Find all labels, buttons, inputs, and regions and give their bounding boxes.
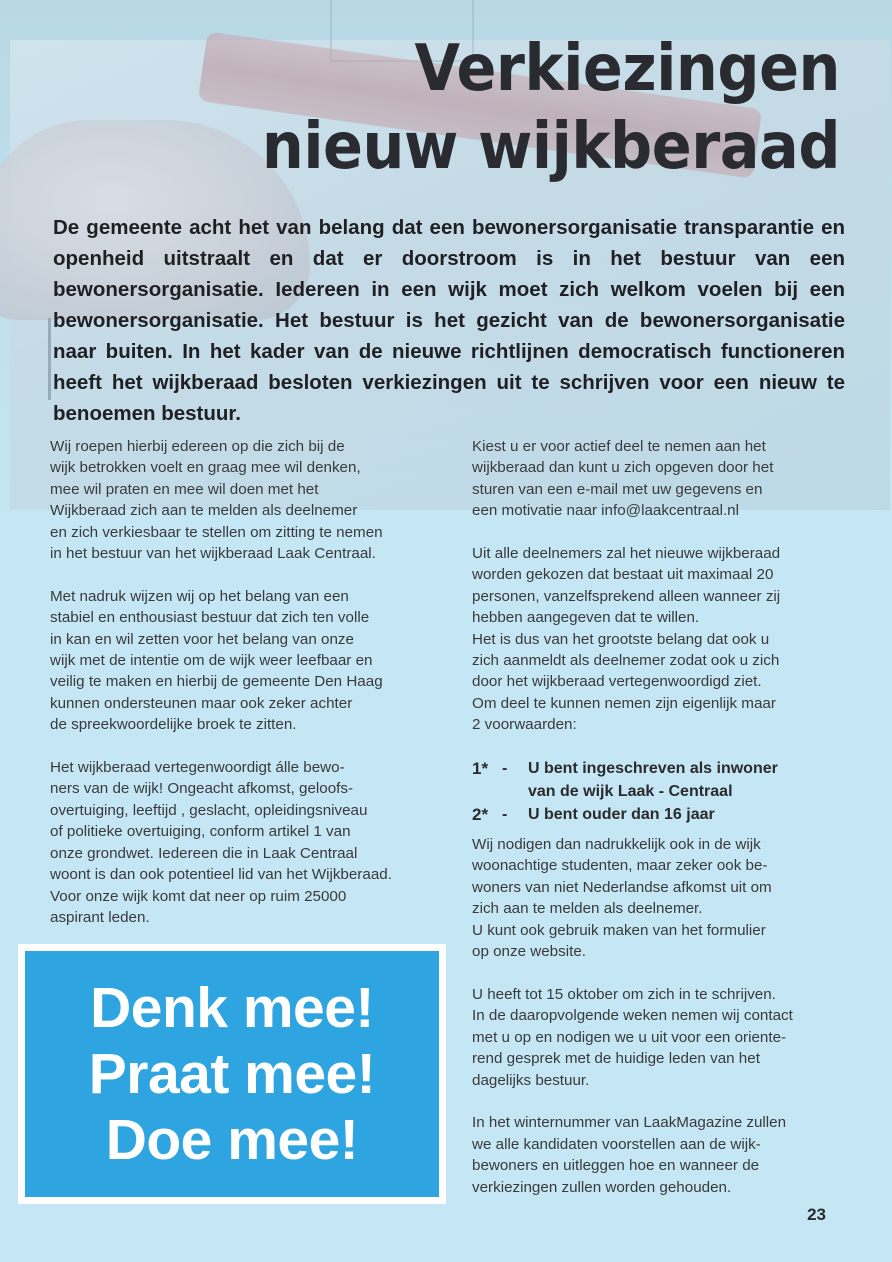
requirement-text: U bent ouder dan 16 jaar	[528, 806, 715, 824]
slogan-line-3: Doe mee!	[105, 1108, 359, 1172]
right-paragraph-2: Uit alle deelnemers zal het nieuwe wijkberaad worden gekozen dat bestaat uit maximaal 20 personen, vanzelfsprekend alleen wanneer zij hebben aangegeven dat te willen. Het is dus van het grootste belang dat ook u zich aanmeldt als deelnemer zodat ook u zich door het wijkberaad vertegenwoordigd ziet. Om deel te kunnen nemen zijn eigenlijk maar 2 voorwaarden:	[472, 545, 781, 734]
slogan-box	[18, 944, 446, 1204]
left-paragraph-1: Wij roepen hierbij edereen op die zich bij de wijk betrokken voelt en graag mee wil denken, mee wil praten en mee wil doen met het Wijkberaad zich aan te melden als deelnemer en zich verkiesbaar te stellen om zitting te nemen in het bestuur van het wijkberaad Laak Centraal.	[50, 438, 383, 563]
slogan-line-1: Denk mee!	[90, 976, 374, 1040]
ballot-mark	[48, 318, 51, 400]
right-paragraph-3: Wij nodigen dan nadrukkelijk ook in de wijk woonachtige studenten, maar zeker ook be- woners van niet Nederlandse afkomst uit om zich aan te melden als deelnemer. U kunt ook gebruik maken van het formulier op onze website.	[472, 836, 772, 961]
requirement-text: U bent ingeschreven als inwoner van de wijk Laak - Centraal	[528, 760, 778, 801]
left-paragraph-3: Het wijkberaad vertegenwoordigt álle bewo- ners van de wijk! Ongeacht afkomst, geloofs- overtuiging, leeftijd , geslacht, opleidingsniveau of politieke overtuiging, conform artikel 1 van onze grondwet. Iedereen die in Laak Centraal woont is dan ook potentieel lid van het Wijkberaad. Voor onze wijk komt dat neer op ruim 25000 aspirant leden.	[50, 759, 392, 926]
right-paragraph-5: In het winternummer van LaakMagazine zullen we alle kandidaten voorstellen aan de wijk- bewoners en uitleggen hoe en wanneer de verkiezingen zullen worden gehouden.	[472, 1114, 787, 1196]
requirement-dash: -	[502, 806, 508, 824]
slogan-line-2: Praat mee!	[88, 1042, 376, 1106]
requirement-dash: -	[502, 760, 508, 778]
requirement-number: 2*	[472, 805, 489, 825]
requirement-item	[472, 757, 857, 803]
requirement-number: 1*	[472, 759, 489, 779]
title-line-1: Verkiezingen	[414, 32, 840, 106]
requirements-list	[472, 757, 857, 826]
left-column	[50, 436, 440, 950]
right-paragraph-1: Kiest u er voor actief deel te nemen aan het wijkberaad dan kunt u zich opgeven door het sturen van een e-mail met uw gegevens en een motivatie naar info@laakcentraal.nl	[472, 438, 774, 520]
intro-paragraph: De gemeente acht het van belang dat een bewonersorganisatie transparantie en openheid uitstraalt en dat er doorstroom is in het bestuur van een bewonersorganisatie. Iedereen in een wijk moet zich welkom voelen bij een bewonersorganisatie. Het bestuur is het gezicht van de bewonersorganisatie naar buiten. In het kader van de nieuwe richtlijnen democratisch functioneren heeft het wijkberaad besloten verkiezingen uit te schrijven voor een nieuw te benoemen bestuur.	[53, 216, 845, 425]
right-paragraph-4: U heeft tot 15 oktober om zich in te schrijven. In de daaropvolgende weken nemen wij contact met u op en nodigen we u uit voor een oriente- rend gesprek met de huidige leden van het dagelijks bestuur.	[472, 985, 793, 1089]
right-column	[472, 436, 857, 1219]
page-title	[141, 30, 840, 186]
requirement-item	[472, 803, 857, 826]
page-number: 23	[807, 1205, 826, 1224]
left-paragraph-2: Met nadruk wijzen wij op het belang van een stabiel en enthousiast bestuur dat zich ten volle in kan en wil zetten voor het belang van onze wijk met de intentie om de wijk weer leefbaar en veilig te maken en hierbij de gemeente Den Haag kunnen ondersteunen maar ook zeker achter de spreekwoordelijke broek te zitten.	[50, 587, 383, 734]
slogan-panel	[25, 951, 439, 1197]
title-line-2: nieuw wijkberaad	[261, 110, 841, 184]
